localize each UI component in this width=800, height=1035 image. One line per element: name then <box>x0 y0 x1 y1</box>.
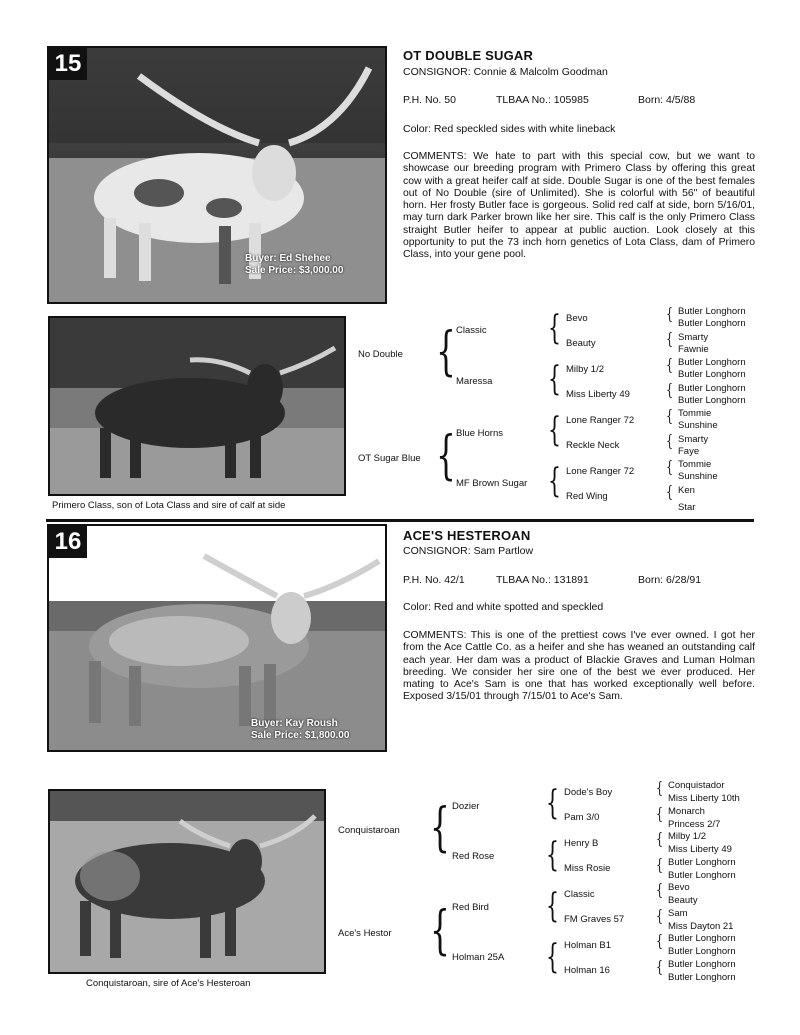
brace-icon: { <box>666 355 674 374</box>
brace-icon: { <box>430 798 450 858</box>
lot15-gen4-5: Butler Longhorn <box>678 357 746 368</box>
lot15-gen4-15: Ken <box>678 485 695 496</box>
lot16-consignor: CONSIGNOR: Sam Partlow <box>403 545 534 557</box>
lot16-comments: COMMENTS: This is one of the prettiest cows I've ever owned. I got her from the Ace Cattle Co. as a heifer and she has weaned an outstanding calf each year. Her dam was a product of Blackie Graves and Luman Holman breeding. We consider her sire one of the best we ever produced. Her mating to Ace's Sam is one that has worked exceptionally well before. Exposed 3/15/01 through 7/15/01 to Ace's Sam. <box>403 630 755 703</box>
brace-icon: { <box>430 901 450 961</box>
section-divider <box>46 519 754 522</box>
lot15-sire-photo <box>48 316 346 496</box>
lot15-gen3-1: Bevo <box>566 313 588 324</box>
lot16-gen2-2: Red Rose <box>452 851 495 862</box>
brace-icon: { <box>656 829 664 848</box>
brace-icon: { <box>666 406 674 425</box>
brace-icon: { <box>656 931 664 950</box>
lot15-gen2-2: Maressa <box>456 376 493 387</box>
lot15-photo-caption: Primero Class, son of Lota Class and sire of calf at side <box>52 500 286 511</box>
lot15-ph: P.H. No. 50 <box>403 94 456 106</box>
lot15-gen3-8: Red Wing <box>566 491 608 502</box>
lot15-gen4-6: Butler Longhorn <box>678 369 746 380</box>
lot16-gen4-8: Butler Longhorn <box>668 870 736 881</box>
brace-icon: { <box>436 322 456 382</box>
lot15-gen3-6: Reckle Neck <box>566 440 620 451</box>
lot16-ped-sire: Conquistaroan <box>338 825 400 836</box>
brace-icon: { <box>666 380 674 399</box>
lot16-gen3-3: Henry B <box>564 838 599 849</box>
brace-icon: { <box>666 482 674 501</box>
lot16-gen4-6: Miss Liberty 49 <box>668 844 732 855</box>
lot15-gen4-4: Fawnie <box>678 344 709 355</box>
lot15-gen4-16: Star <box>678 502 696 513</box>
brace-icon: { <box>546 783 559 823</box>
lot16-gen4-16: Butler Longhorn <box>668 972 736 983</box>
lot15-gen2-1: Classic <box>456 325 487 336</box>
lot16-ph: P.H. No. 42/1 <box>403 574 465 586</box>
lot15-gen4-10: Sunshine <box>678 420 718 431</box>
lot15-born: Born: 4/5/88 <box>638 94 696 106</box>
lot16-gen2-1: Dozier <box>452 801 480 812</box>
lot16-gen4-10: Beauty <box>668 895 698 906</box>
lot16-gen3-1: Dode's Boy <box>564 787 613 798</box>
lot16-gen4-3: Monarch <box>668 806 705 817</box>
brace-icon: { <box>666 457 674 476</box>
lot16-gen3-2: Pam 3/0 <box>564 812 600 823</box>
lot16-gen2-3: Red Bird <box>452 902 489 913</box>
brace-icon: { <box>666 329 674 348</box>
brace-icon: { <box>656 957 664 976</box>
lot16-buyer: Buyer: Kay Roush Sale Price: $1,800.00 <box>251 718 350 741</box>
longhorn-bull-photo-icon <box>50 791 324 972</box>
lot15-gen4-9: Tommie <box>678 408 712 419</box>
brace-icon: { <box>656 804 664 823</box>
lot16-gen4-9: Bevo <box>668 882 690 893</box>
brace-icon: { <box>548 359 561 399</box>
longhorn-bull-photo-icon <box>50 318 344 494</box>
lot16-number: 16 <box>49 526 87 558</box>
lot16-born: Born: 6/28/91 <box>638 574 702 586</box>
lot16-gen4-14: Butler Longhorn <box>668 946 736 957</box>
lot16-gen4-11: Sam <box>668 908 688 919</box>
lot15-gen4-3: Smarty <box>678 332 709 343</box>
brace-icon: { <box>546 937 559 977</box>
brace-icon: { <box>436 426 456 486</box>
lot16-gen3-4: Miss Rosie <box>564 863 611 874</box>
lot15-gen3-4: Miss Liberty 49 <box>566 389 630 400</box>
brace-icon: { <box>548 308 561 348</box>
lot15-tlbaa: TLBAA No.: 105985 <box>496 94 589 106</box>
lot15-number: 15 <box>49 48 87 80</box>
lot16-gen3-6: FM Graves 57 <box>564 914 625 925</box>
lot16-cow-photo <box>47 524 387 752</box>
lot15-gen4-7: Butler Longhorn <box>678 383 746 394</box>
brace-icon: { <box>546 835 559 875</box>
lot16-gen3-7: Holman B1 <box>564 940 611 951</box>
lot15-gen2-3: Blue Horns <box>456 428 503 439</box>
lot16-gen3-8: Holman 16 <box>564 965 610 976</box>
lot15-gen3-5: Lone Ranger 72 <box>566 415 635 426</box>
lot16-gen2-4: Holman 25A <box>452 952 505 963</box>
lot15-gen4-14: Sunshine <box>678 471 718 482</box>
lot16-ped-dam: Ace's Hestor <box>338 928 392 939</box>
lot15-gen4-12: Faye <box>678 446 700 457</box>
lot16-tlbaa: TLBAA No.: 131891 <box>496 574 589 586</box>
lot16-title: ACE'S HESTEROAN <box>403 528 531 543</box>
lot16-price: Sale Price: $1,800.00 <box>251 730 350 741</box>
lot16-gen4-12: Miss Dayton 21 <box>668 921 734 932</box>
brace-icon: { <box>548 461 561 501</box>
brace-icon: { <box>548 410 561 450</box>
lot16-gen4-1: Conquistador <box>668 780 725 791</box>
brace-icon: { <box>666 431 674 450</box>
lot16-gen3-5: Classic <box>564 889 595 900</box>
lot15-gen4-2: Butler Longhorn <box>678 318 746 329</box>
lot15-comments: COMMENTS: We hate to part with this special cow, but we want to showcase our breeding program with Primero Class by offering this great cow with a great heifer calf at side. Double Sugar is one of the best females out of No Double (sire of Unlimited). She is colorful with 56" of beautiful horn. Her frosty Butler face is gorgeous. Solid red calf at side, born 5/16/01, may turn dark Parker brown like her sire. This calf is the only Primero Class straight Butler heifer to appear at public auction. Look closely at this opportunity to put the 73 inch horn genetics of Lota Class, dam of Primero Class, into your gene pool. <box>403 151 755 261</box>
brace-icon: { <box>666 304 674 323</box>
lot15-gen4-1: Butler Longhorn <box>678 306 746 317</box>
lot15-ped-dam: OT Sugar Blue <box>358 453 421 464</box>
lot15-gen4-13: Tommie <box>678 459 712 470</box>
longhorn-cow-photo-icon <box>49 526 385 750</box>
brace-icon: { <box>656 778 664 797</box>
lot16-color: Color: Red and white spotted and speckled <box>403 601 604 613</box>
lot16-sire-photo <box>48 789 326 974</box>
lot15-gen4-11: Smarty <box>678 434 709 445</box>
brace-icon: { <box>656 880 664 899</box>
brace-icon: { <box>656 855 664 874</box>
lot16-gen4-2: Miss Liberty 10th <box>668 793 740 804</box>
lot15-title: OT DOUBLE SUGAR <box>403 48 534 63</box>
lot15-gen2-4: MF Brown Sugar <box>456 478 528 489</box>
lot15-consignor: CONSIGNOR: Connie & Malcolm Goodman <box>403 66 608 78</box>
brace-icon: { <box>656 906 664 925</box>
lot15-gen3-3: Milby 1/2 <box>566 364 605 375</box>
lot15-gen3-2: Beauty <box>566 338 596 349</box>
lot16-gen4-4: Princess 2/7 <box>668 819 721 830</box>
lot15-gen3-7: Lone Ranger 72 <box>566 466 635 477</box>
lot15-cow-photo <box>47 46 387 304</box>
lot15-gen4-8: Butler Longhorn <box>678 395 746 406</box>
lot16-gen4-15: Butler Longhorn <box>668 959 736 970</box>
lot16-gen4-13: Butler Longhorn <box>668 933 736 944</box>
lot15-price: Sale Price: $3,000.00 <box>245 265 344 276</box>
lot15-buyer: Buyer: Ed Shehee Sale Price: $3,000.00 <box>245 253 344 276</box>
lot16-gen4-7: Butler Longhorn <box>668 857 736 868</box>
lot16-gen4-5: Milby 1/2 <box>668 831 707 842</box>
lot15-ped-sire: No Double <box>358 349 403 360</box>
lot15-color: Color: Red speckled sides with white lineback <box>403 123 616 135</box>
lot16-photo-caption: Conquistaroan, sire of Ace's Hesteroan <box>86 978 251 989</box>
brace-icon: { <box>546 886 559 926</box>
